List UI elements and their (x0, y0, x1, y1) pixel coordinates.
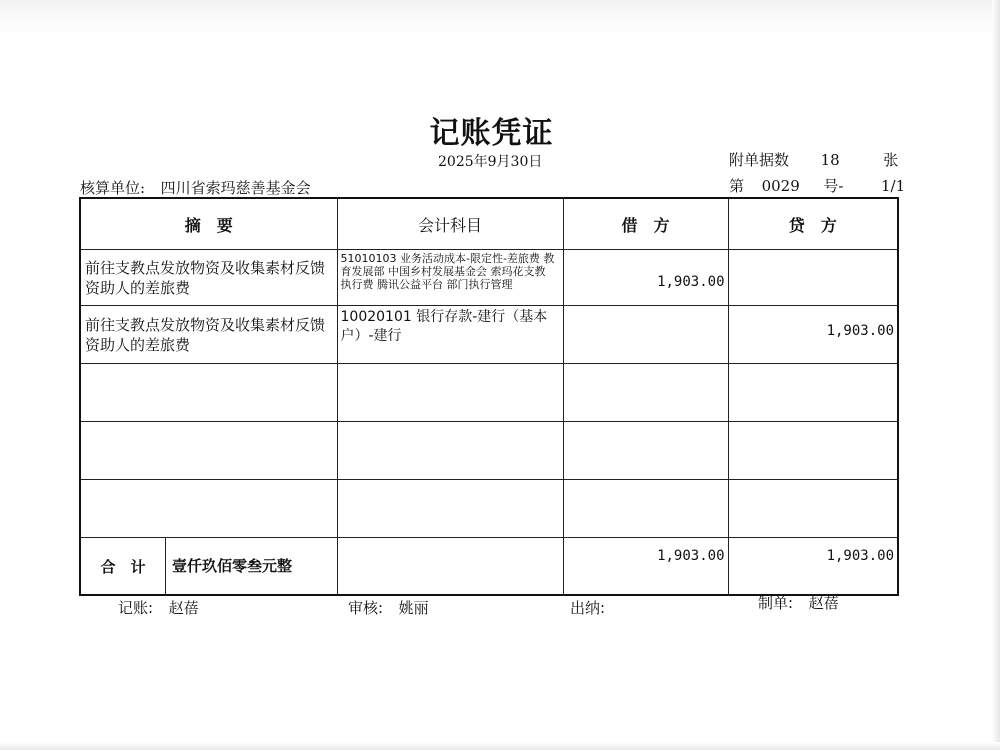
total-debit: 1,903.00 (563, 538, 728, 596)
bookkeeper-label: 记账: (118, 599, 154, 617)
entry-summary: 前往支教点发放物资及收集素材反馈资助人的差旅费 (80, 306, 337, 364)
preparer-name: 赵蓓 (808, 594, 839, 612)
paper-edge-bottom (0, 742, 1000, 750)
voucher-page: 1/1 (880, 177, 906, 195)
cashier-label: 出纳: (570, 599, 606, 617)
accounting-unit-name: 四川省索玛慈善基金会 (160, 179, 311, 197)
voucher-number-value: 0029 (761, 177, 800, 195)
entry-account: 51010103 业务活动成本-限定性-差旅费 教育发展部 中国乡村发展基金会 索玛花支教 执行费 腾讯公益平台 部门执行管理 (337, 250, 563, 306)
entry-debit (563, 306, 728, 364)
voucher-number (729, 175, 905, 196)
signature-reviewer (348, 597, 429, 618)
total-credit: 1,903.00 (728, 538, 898, 596)
empty-row (80, 364, 898, 422)
voucher-title: 记账凭证 (429, 116, 554, 151)
total-amount-in-words: 壹仟玖佰零叁元整 (172, 557, 293, 575)
reviewer-label: 审核: (348, 599, 384, 617)
header-credit: 贷 方 (728, 198, 898, 250)
attachment-unit: 张 (883, 151, 899, 169)
voucher-number-suffix: 号- (823, 177, 844, 195)
header-summary: 摘 要 (80, 198, 337, 250)
entry-debit: 1,903.00 (563, 250, 728, 306)
header-account: 会计科目 (337, 198, 563, 250)
bookkeeper-name: 赵蓓 (168, 599, 199, 617)
attachment-count (729, 149, 898, 170)
voucher-table (79, 197, 899, 596)
table-header-row (80, 198, 898, 250)
entry-account: 10020101 银行存款-建行（基本户）-建行 (337, 306, 563, 364)
voucher-number-prefix: 第 (729, 177, 745, 195)
empty-row (80, 480, 898, 538)
voucher-date: 2025年9月30日 (438, 154, 543, 170)
signature-cashier (570, 597, 605, 618)
paper-edge-right (992, 0, 1000, 750)
table-row (80, 306, 898, 364)
signature-preparer (758, 592, 839, 613)
signature-bookkeeper (118, 597, 199, 618)
total-label: 合 计 (81, 538, 166, 594)
attachment-number: 18 (820, 151, 840, 169)
entry-summary: 前往支教点发放物资及收集素材反馈资助人的差旅费 (80, 250, 337, 306)
entry-credit (728, 250, 898, 306)
attachment-label: 附单据数 (729, 151, 790, 169)
accounting-unit (80, 177, 311, 198)
table-row (80, 250, 898, 306)
reviewer-name: 姚丽 (398, 599, 429, 617)
entry-credit: 1,903.00 (728, 306, 898, 364)
accounting-unit-label: 核算单位: (80, 179, 146, 197)
header-debit: 借 方 (563, 198, 728, 250)
total-amount-words-cell (337, 538, 563, 596)
empty-row (80, 422, 898, 480)
preparer-label: 制单: (758, 594, 794, 612)
